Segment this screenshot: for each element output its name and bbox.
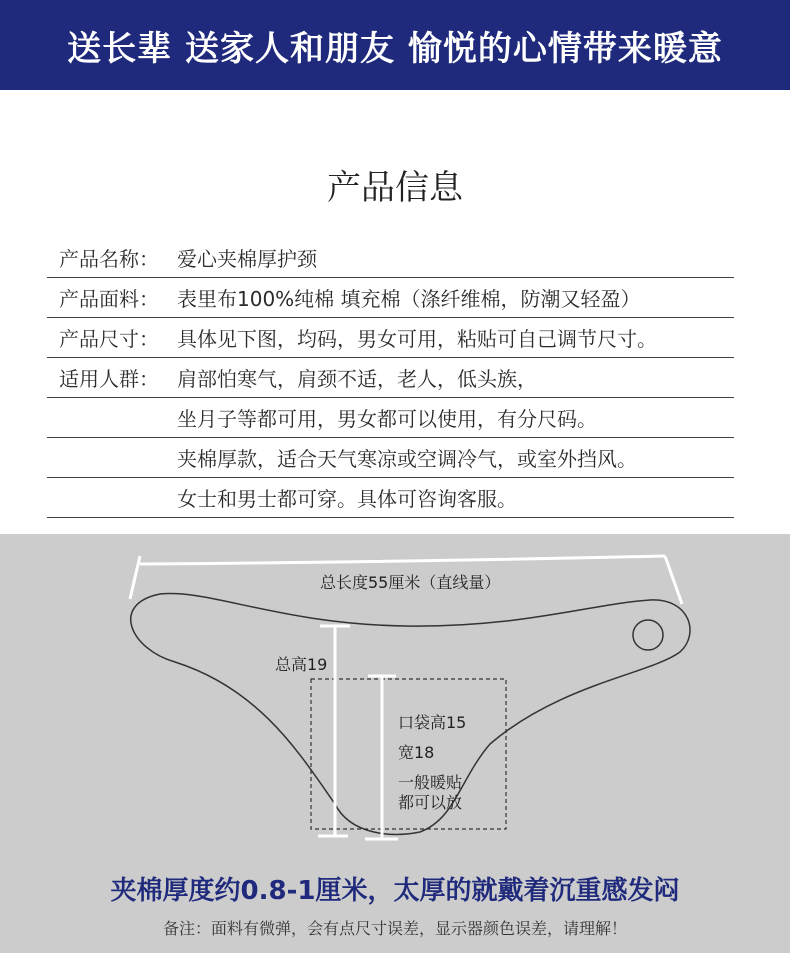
pocket-note-1: 一般暖贴: [398, 773, 463, 792]
info-row-label: 产品尺寸：: [59, 326, 159, 351]
info-row-value: 夹棉厚款，适合天气寒凉或空调冷气，或室外挡风。: [177, 446, 637, 471]
info-row-value: 表里布100%纯棉 填充棉（涤纤维棉，防潮又轻盈）: [177, 286, 641, 311]
pocket-note-2: 都可以放: [398, 793, 463, 812]
info-row-audience-cont-3: [47, 477, 734, 518]
info-row-value: 女士和男士都可穿。具体可咨询客服。: [177, 486, 517, 511]
total-length-label: 总长度55厘米（直线量）: [320, 573, 501, 592]
info-row-name: [47, 237, 734, 278]
total-height-label: 总高19: [275, 655, 328, 674]
info-row-label: 产品名称：: [59, 246, 159, 271]
banner-text: 送长辈 送家人和朋友 愉悦的心情带来暖意: [67, 28, 723, 69]
info-row-label: 适用人群：: [59, 366, 159, 391]
pocket-height-label: 口袋高15: [398, 713, 467, 732]
info-title: 产品信息: [327, 168, 463, 208]
info-row-audience: [47, 357, 734, 398]
info-row-size: [47, 317, 734, 358]
top-banner: [0, 0, 790, 90]
info-row-value: 坐月子等都可用，男女都可以使用，有分尺码。: [177, 406, 597, 431]
pocket-width-label: 宽18: [398, 743, 435, 762]
info-row-audience-cont-1: [47, 397, 734, 438]
info-row-label: 产品面料：: [59, 286, 159, 311]
info-row-audience-cont-2: [47, 437, 734, 478]
info-row-value: 肩部怕寒气，肩颈不适，老人，低头族，: [177, 366, 537, 391]
info-row-fabric: [47, 277, 734, 318]
note-text: 备注：面料有微弹，会有点尺寸误差，显示器颜色误差，请理解！: [162, 919, 627, 938]
info-row-value: 爱心夹棉厚护颈: [177, 246, 317, 271]
info-row-value: 具体见下图，均码，男女可用，粘贴可自己调节尺寸。: [177, 326, 657, 351]
thickness-text: 夹棉厚度约0.8-1厘米，太厚的就戴着沉重感发闷: [110, 876, 680, 906]
